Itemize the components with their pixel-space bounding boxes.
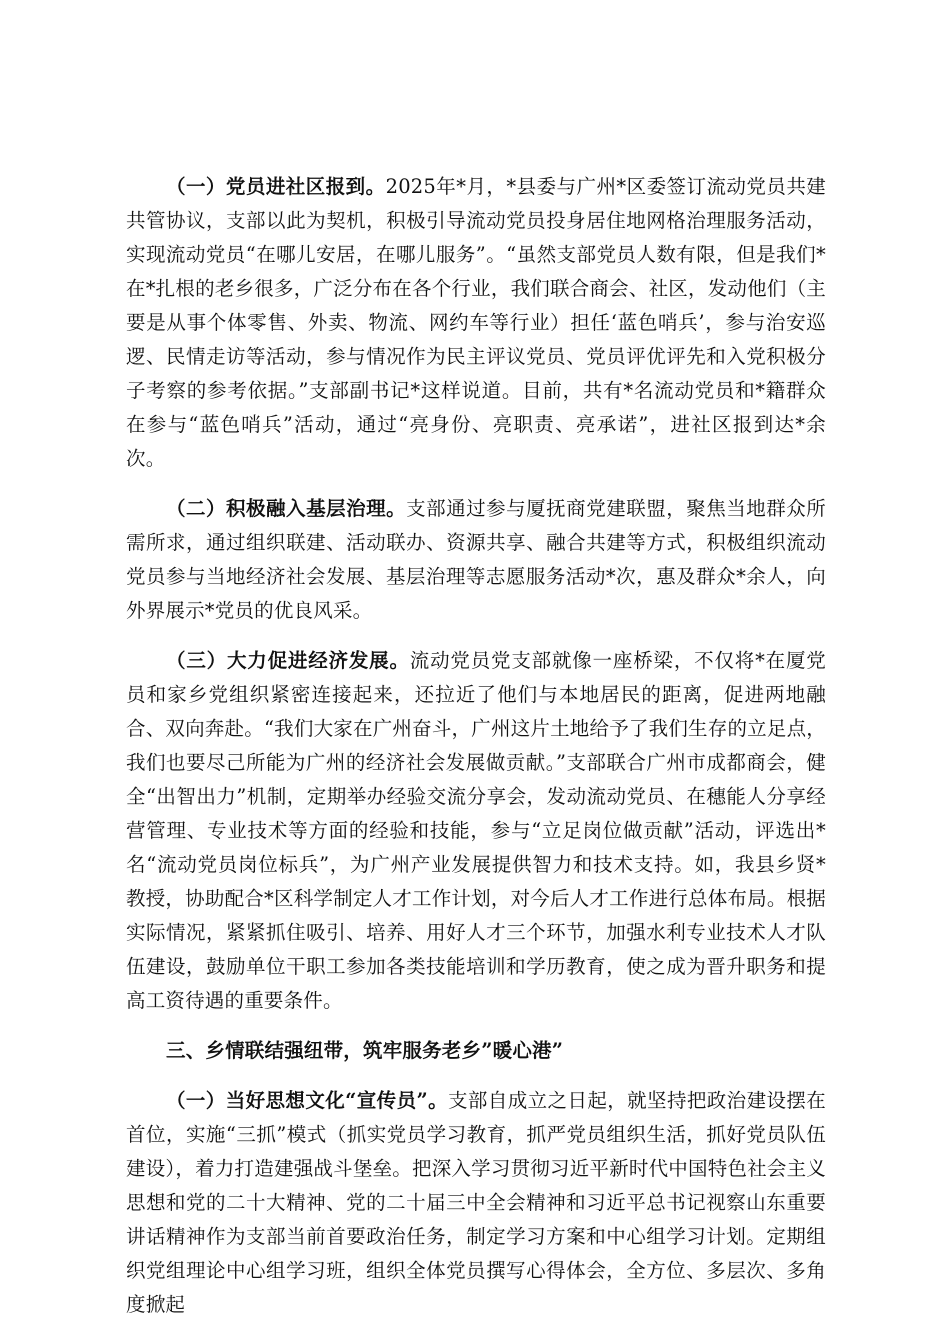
paragraph-lead: （三）大力促进经济发展。 [166,649,410,672]
paragraph-lead: （二）积极融入基层治理。 [166,497,407,520]
paragraph-grassroots-governance [126,492,826,628]
paragraph-body: 支部通过参与厦抚商党建联盟，聚焦当地群众所需所求，通过组织联建、活动联办、资源共享、融合共建等方式，积极组织流动党员参与当地经济社会发展、基层治理等志愿服务活动*次，惠及群众*余人，向外界展示*党员的优良风采。 [126,497,826,622]
document-page [126,170,826,1338]
paragraph-lead: （一）当好思想文化“宣传员”。 [166,1089,449,1112]
section-heading: 三、乡情联结强纽带，筑牢服务老乡”暖心港” [166,1039,564,1062]
paragraph-community-report [126,170,826,476]
paragraph-body: 流动党员党支部就像一座桥梁，不仅将*在厦党员和家乡党组织紧密连接起来，还拉近了他们与本地居民的距离，促进两地融合、双向奔赴。“我们大家在广州奋斗，广州这片土地给予了我们生存的立足点，我们也要尽己所能为广州的经济社会发展做贡献。”支部联合广州市成都商会，健全“出智出力”机制，定期举办经验交流分享会，发动流动党员、在穗能人分享经营管理、专业技术等方面的经验和技能，参与“立足岗位做贡献”活动，评选出*名“流动党员岗位标兵”，为广州产业发展提供智力和技术支持。如，我县乡贤*教授，协助配合*区科学制定人才工作计划，对今后人才工作进行总体布局。根据实际情况，紧紧抓住吸引、培养、用好人才三个环节，加强水利专业技术人才队伍建设，鼓励单位干职工参加各类技能培训和学历教育，使之成为晋升职务和提高工资待遇的重要条件。 [126,649,826,1012]
paragraph-lead: （一）党员进社区报到。 [166,175,386,198]
paragraph-body: 2025年*月，*县委与广州*区委签订流动党员共建共管协议，支部以此为契机，积极引导流动党员投身居住地网格治理服务活动，实现流动党员“在哪儿安居，在哪儿服务”。“虽然支部党员人数有限，但是我们*在*扎根的老乡很多，广泛分布在各个行业，我们联合商会、社区，发动他们（主要是从事个体零售、外卖、物流、网约车等行业）担任‘蓝色哨兵’，参与治安巡逻、民情走访等活动，参与情况作为民主评议党员、党员评优评先和入党积极分子考察的参考依据。”支部副书记*这样说道。目前，共有*名流动党员和*籍群众在参与“蓝色哨兵”活动，通过“亮身份、亮职责、亮承诺”，进社区报到达*余次。 [126,175,826,470]
paragraph-ideology-propaganda [126,1084,826,1322]
paragraph-economic-development [126,644,826,1018]
paragraph-body: 支部自成立之日起，就坚持把政治建设摆在首位，实施“三抓”模式（抓实党员学习教育，抓严党员组织生活，抓好党员队伍建设），着力打造建强战斗堡垒。把深入学习贯彻习近平新时代中国特色社会主义思想和党的二十大精神、党的二十届三中全会精神和习近平总书记视察山东重要讲话精神作为支部当前首要政治任务，制定学习方案和中心组学习计划。定期组织党组理论中心组学习班，组织全体党员撰写心得体会，全方位、多层次、多角度掀起 [126,1089,826,1316]
